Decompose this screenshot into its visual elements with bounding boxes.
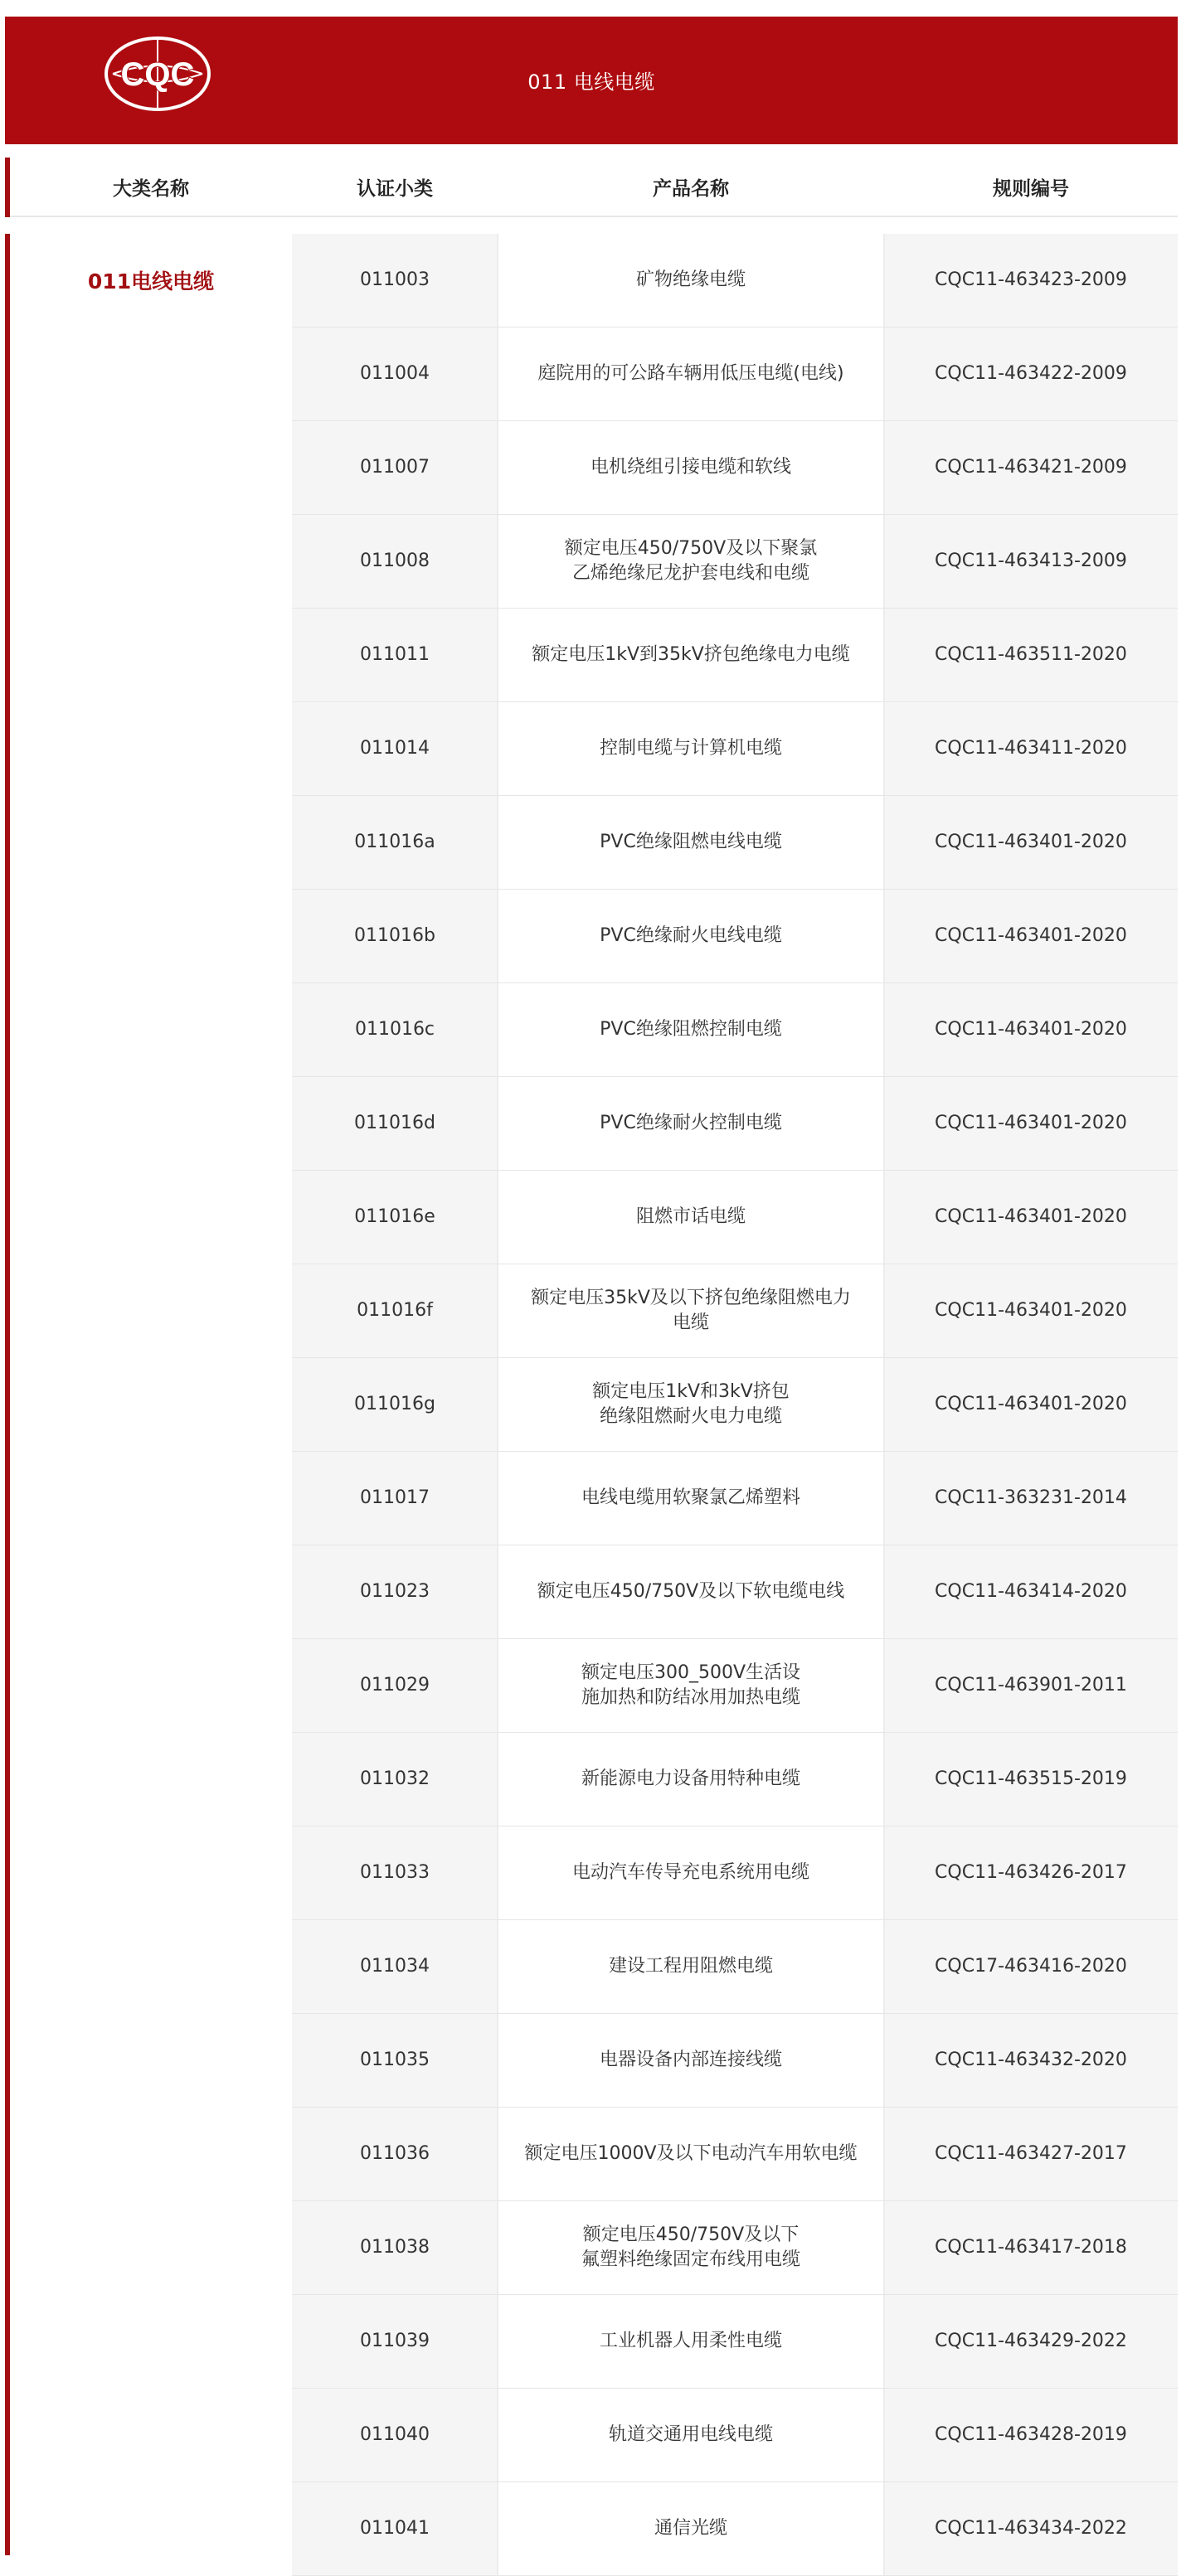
product-name: 额定电压1kV和3kV挤包 绝缘阻燃耐火电力电缆 [498, 1358, 884, 1451]
rule-number: CQC11-463421-2009 [884, 421, 1178, 514]
column-divider [497, 983, 498, 1076]
table-row [292, 983, 1178, 1076]
table-body [5, 234, 1178, 2555]
sub-category-code: 011016f [292, 1264, 498, 1357]
column-divider [497, 1733, 498, 1826]
rule-number: CQC11-463426-2017 [884, 1826, 1178, 1919]
table-row [292, 2295, 1178, 2388]
rule-number: CQC11-363231-2014 [884, 1452, 1178, 1545]
column-header-category: 大类名称 [10, 158, 292, 217]
product-name: 额定电压450/750V及以下 氟塑料绝缘固定布线用电缆 [498, 2201, 884, 2294]
column-divider [497, 2014, 498, 2107]
page-title: 011 电线电缆 [527, 70, 655, 94]
sub-category-code: 011011 [292, 609, 498, 701]
column-divider [883, 2295, 885, 2388]
column-divider [497, 2201, 498, 2294]
column-divider [497, 1545, 498, 1638]
column-divider [883, 1358, 885, 1451]
column-divider [883, 1545, 885, 1638]
column-divider [883, 2389, 885, 2481]
table-row [292, 1452, 1178, 1545]
column-divider [497, 1171, 498, 1264]
product-name: 通信光缆 [498, 2482, 884, 2575]
rule-number: CQC11-463427-2017 [884, 2108, 1178, 2200]
table-row [292, 1826, 1178, 1919]
rule-number: CQC11-463901-2011 [884, 1639, 1178, 1732]
table-row [292, 2482, 1178, 2575]
table-row [292, 1733, 1178, 1826]
column-divider [497, 1452, 498, 1545]
rule-number: CQC11-463511-2020 [884, 609, 1178, 701]
product-name: 电器设备内部连接线缆 [498, 2014, 884, 2107]
table-row [292, 796, 1178, 889]
column-divider [497, 1826, 498, 1919]
product-name: 矿物绝缘电缆 [498, 234, 884, 327]
category-name: 011电线电缆 [87, 269, 215, 293]
sub-category-code: 011032 [292, 1733, 498, 1826]
rule-number: CQC11-463428-2019 [884, 2389, 1178, 2481]
product-name: PVC绝缘阻燃电线电缆 [498, 796, 884, 889]
table-row [292, 1545, 1178, 1638]
table-row [292, 702, 1178, 795]
rule-number: CQC11-463401-2020 [884, 983, 1178, 1076]
rule-number: CQC11-463401-2020 [884, 1358, 1178, 1451]
column-divider [497, 702, 498, 795]
sub-category-code: 011038 [292, 2201, 498, 2294]
column-divider [883, 609, 885, 701]
table-row [292, 2014, 1178, 2107]
product-name: 庭院用的可公路车辆用低压电缆(电线) [498, 327, 884, 420]
sub-category-code: 011034 [292, 1920, 498, 2013]
column-header-product: 产品名称 [498, 158, 884, 217]
table-row [292, 1077, 1178, 1170]
sub-category-code: 011035 [292, 2014, 498, 2107]
rule-number: CQC11-463401-2020 [884, 1171, 1178, 1264]
column-divider [883, 2201, 885, 2294]
product-name: 额定电压1000V及以下电动汽车用软电缆 [498, 2108, 884, 2200]
sub-category-code: 011014 [292, 702, 498, 795]
column-divider [883, 1264, 885, 1357]
sub-category-code: 011017 [292, 1452, 498, 1545]
rule-number: CQC11-463401-2020 [884, 890, 1178, 982]
column-divider [883, 234, 885, 327]
column-divider [497, 2295, 498, 2388]
column-divider [497, 1920, 498, 2013]
column-divider [497, 609, 498, 701]
table-row [292, 1171, 1178, 1264]
sub-category-code: 011004 [292, 327, 498, 420]
rule-number: CQC11-463429-2022 [884, 2295, 1178, 2388]
column-divider [497, 515, 498, 608]
table-row [292, 1920, 1178, 2013]
sub-category-code: 011016d [292, 1077, 498, 1170]
sub-category-code: 011041 [292, 2482, 498, 2575]
column-divider [883, 2014, 885, 2107]
column-divider [883, 327, 885, 420]
sub-category-code: 011040 [292, 2389, 498, 2481]
sub-category-code: 011023 [292, 1545, 498, 1638]
column-divider [883, 890, 885, 982]
rule-number: CQC11-463432-2020 [884, 2014, 1178, 2107]
sub-category-code: 011016c [292, 983, 498, 1076]
column-divider [497, 1639, 498, 1732]
product-name: 轨道交通用电线电缆 [498, 2389, 884, 2481]
product-name: PVC绝缘阻燃控制电缆 [498, 983, 884, 1076]
sub-category-code: 011016g [292, 1358, 498, 1451]
table-header-row [5, 158, 1178, 217]
table-row [292, 1264, 1178, 1357]
product-name: 阻燃市话电缆 [498, 1171, 884, 1264]
column-divider [497, 421, 498, 514]
rule-number: CQC17-463416-2020 [884, 1920, 1178, 2013]
product-name: 工业机器人用柔性电缆 [498, 2295, 884, 2388]
rule-number: CQC11-463401-2020 [884, 796, 1178, 889]
table-row [292, 1639, 1178, 1732]
column-divider [883, 983, 885, 1076]
sub-category-code: 011007 [292, 421, 498, 514]
column-divider [883, 1639, 885, 1732]
product-name: 电线电缆用软聚氯乙烯塑料 [498, 1452, 884, 1545]
rule-number: CQC11-463423-2009 [884, 234, 1178, 327]
column-divider [883, 1171, 885, 1264]
column-divider [883, 1452, 885, 1545]
column-divider [883, 421, 885, 514]
column-divider [497, 1264, 498, 1357]
category-cell [10, 234, 292, 2555]
table-row [292, 2201, 1178, 2294]
rule-number: CQC11-463411-2020 [884, 702, 1178, 795]
rule-number: CQC11-463515-2019 [884, 1733, 1178, 1826]
column-divider [497, 234, 498, 327]
table-row [292, 327, 1178, 420]
product-name: 电动汽车传导充电系统用电缆 [498, 1826, 884, 1919]
column-header-rule: 规则编号 [884, 158, 1178, 217]
product-name: PVC绝缘耐火电线电缆 [498, 890, 884, 982]
product-name: 额定电压35kV及以下挤包绝缘阻燃电力电缆 [498, 1264, 884, 1357]
product-name: 建设工程用阻燃电缆 [498, 1920, 884, 2013]
page-header [5, 17, 1178, 144]
column-divider [883, 2108, 885, 2200]
product-name: PVC绝缘耐火控制电缆 [498, 1077, 884, 1170]
sub-category-code: 011039 [292, 2295, 498, 2388]
rule-number: CQC11-463422-2009 [884, 327, 1178, 420]
column-divider [497, 1077, 498, 1170]
rule-number: CQC11-463401-2020 [884, 1077, 1178, 1170]
column-divider [883, 515, 885, 608]
table-row [292, 2389, 1178, 2481]
column-divider [497, 327, 498, 420]
table-row [292, 421, 1178, 514]
sub-category-code: 011008 [292, 515, 498, 608]
sub-category-code: 011033 [292, 1826, 498, 1919]
table-row [292, 1358, 1178, 1451]
sub-category-code: 011016b [292, 890, 498, 982]
sub-category-code: 011036 [292, 2108, 498, 2200]
column-divider [883, 1920, 885, 2013]
column-divider [883, 1826, 885, 1919]
product-name: 额定电压450/750V及以下软电缆电线 [498, 1545, 884, 1638]
column-divider [883, 1733, 885, 1826]
sub-category-code: 011016e [292, 1171, 498, 1264]
product-name: 额定电压300_500V生活设 施加热和防结冰用加热电缆 [498, 1639, 884, 1732]
column-divider [497, 2389, 498, 2481]
table-row [292, 609, 1178, 701]
column-divider [883, 2482, 885, 2575]
sub-category-code: 011029 [292, 1639, 498, 1732]
rule-number: CQC11-463434-2022 [884, 2482, 1178, 2575]
product-name: 电机绕组引接电缆和软线 [498, 421, 884, 514]
table-row [292, 890, 1178, 982]
rule-number: CQC11-463417-2018 [884, 2201, 1178, 2294]
column-divider [497, 1358, 498, 1451]
rule-number: CQC11-463401-2020 [884, 1264, 1178, 1357]
rule-number: CQC11-463413-2009 [884, 515, 1178, 608]
svg-text:CQC: CQC [120, 56, 195, 93]
column-divider [497, 2108, 498, 2200]
column-divider [883, 702, 885, 795]
product-name: 控制电缆与计算机电缆 [498, 702, 884, 795]
table-rows [292, 234, 1178, 2576]
column-divider [497, 890, 498, 982]
table-row [292, 234, 1178, 327]
column-divider [883, 796, 885, 889]
rule-number: CQC11-463414-2020 [884, 1545, 1178, 1638]
column-divider [497, 2482, 498, 2575]
column-divider [883, 1077, 885, 1170]
product-name: 额定电压450/750V及以下聚氯 乙烯绝缘尼龙护套电线和电缆 [498, 515, 884, 608]
table-row [292, 2108, 1178, 2200]
sub-category-code: 011003 [292, 234, 498, 327]
product-name: 新能源电力设备用特种电缆 [498, 1733, 884, 1826]
sub-category-code: 011016a [292, 796, 498, 889]
product-name: 额定电压1kV到35kV挤包绝缘电力电缆 [498, 609, 884, 701]
column-header-sub-category: 认证小类 [292, 158, 498, 217]
table-row [292, 515, 1178, 608]
column-divider [497, 796, 498, 889]
